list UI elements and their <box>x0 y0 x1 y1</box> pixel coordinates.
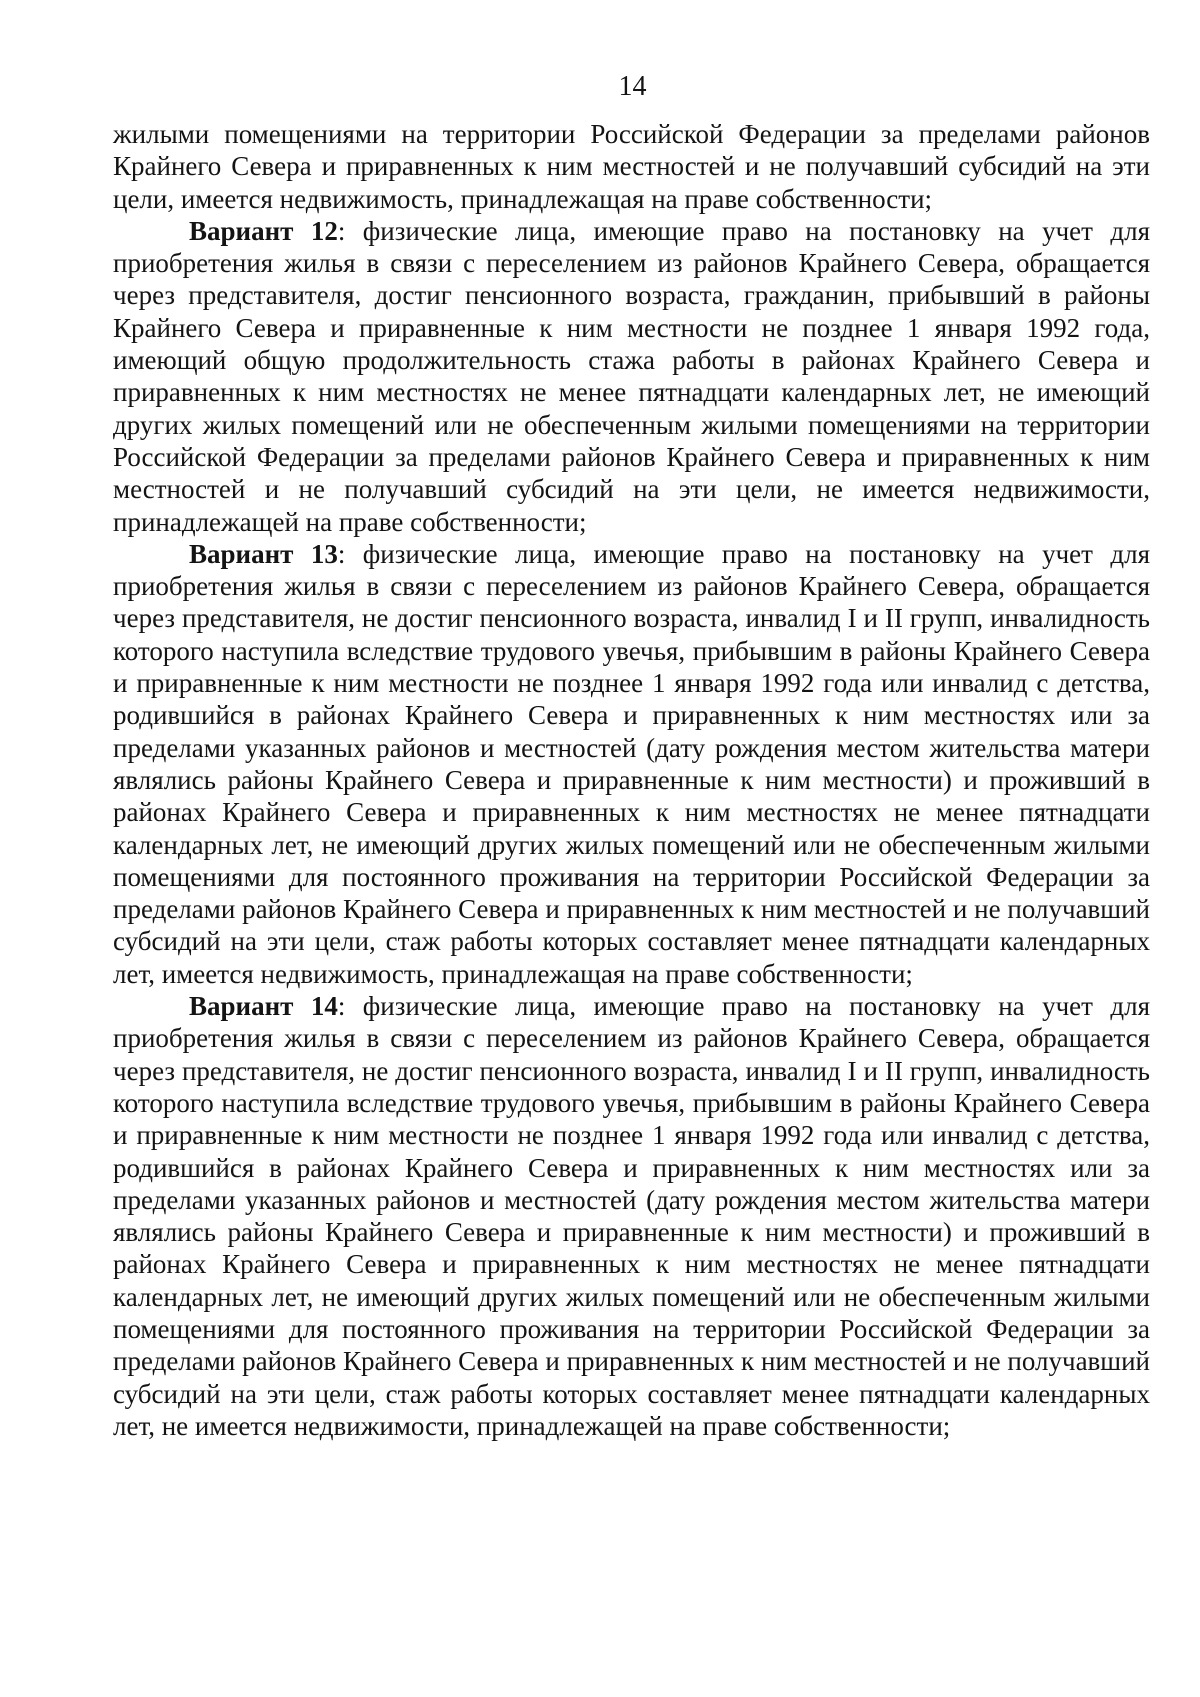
paragraph-variant-12 <box>113 215 1150 538</box>
paragraph-variant-13 <box>113 538 1150 990</box>
variant-label: Вариант 12 <box>189 215 338 246</box>
paragraph-text: физические лица, имеющие право на постановку на учет для приобретения жилья в связи с переселением из районов Крайнего Севера, обращается через представителя, не достиг пенсионного возраста, инвалид I и II групп, инвалидность которого наступила вследствие трудового увечья, прибывшим в районы Крайнего Севера и приравненные к ним местности не позднее 1 января 1992 года или инвалид с детства, родившийся в районах Крайнего Севера и приравненных к ним местностях или за пределами указанных районов и местностей (дату рождения местом жительства матери являлись районы Крайнего Севера и приравненные к ним местности) и проживший в районах Крайнего Севера и приравненных к ним местностях не менее пятнадцати календарных лет, не имеющий других жилых помещений или не обеспеченным жилыми помещениями для постоянного проживания на территории Российской Федерации за пределами районов Крайнего Севера и приравненных к ним местностей и не получавший субсидий на эти цели, стаж работы которых составляет менее пятнадцати календарных лет, не имеется недвижимости, принадлежащей на праве собственности; <box>113 991 1150 1441</box>
variant-label-suffix: : <box>337 991 346 1022</box>
paragraph-text: физические лица, имеющие право на постановку на учет для приобретения жилья в связи с переселением из районов Крайнего Севера, обращается через представителя, не достиг пенсионного возраста, инвалид I и II групп, инвалидность которого наступила вследствие трудового увечья, прибывшим в районы Крайнего Севера и приравненные к ним местности не позднее 1 января 1992 года или инвалид с детства, родившийся в районах Крайнего Севера и приравненных к ним местностях или за пределами указанных районов и местностей (дату рождения местом жительства матери являлись районы Крайнего Севера и приравненные к ним местности) и проживший в районах Крайнего Севера и приравненных к ним местностях не менее пятнадцати календарных лет, не имеющий других жилых помещений или не обеспеченным жилыми помещениями для постоянного проживания на территории Российской Федерации за пределами районов Крайнего Севера и приравненных к ним местностей и не получавший субсидий на эти цели, стаж работы которых составляет менее пятнадцати календарных лет, имеется недвижимость, принадлежащая на праве собственности; <box>113 538 1150 989</box>
page-number: 14 <box>618 71 647 102</box>
paragraph-continuation <box>113 118 1150 215</box>
paragraph-text: жилыми помещениями на территории Российской Федерации за пределами районов Крайнего Севера и приравненных к ним местностей и не получавший субсидий на эти цели, имеется недвижимость, принадлежащая на праве собственности; <box>113 119 1150 214</box>
paragraph-text: физические лица, имеющие право на постановку на учет для приобретения жилья в связи с переселением из районов Крайнего Севера, обращается через представителя, достиг пенсионного возраста, гражданин, прибывший в районы Крайнего Севера и приравненные к ним местности не позднее 1 января 1992 года, имеющий общую продолжительность стажа работы в районах Крайнего Севера и приравненных к ним местностях не менее пятнадцати календарных лет, не имеющий других жилых помещений или не обеспеченным жилыми помещениями на территории Российской Федерации за пределами районов Крайнего Севера и приравненных к ним местностей и не получавший субсидий на эти цели, не имеется недвижимости, принадлежащей на праве собственности; <box>113 215 1150 537</box>
document-body <box>113 118 1150 1442</box>
paragraph-variant-14 <box>113 990 1150 1442</box>
variant-label: Вариант 14 <box>189 991 338 1022</box>
variant-label: Вариант 13 <box>189 538 338 569</box>
variant-label-suffix: : <box>337 538 346 569</box>
variant-label-suffix: : <box>337 215 346 246</box>
